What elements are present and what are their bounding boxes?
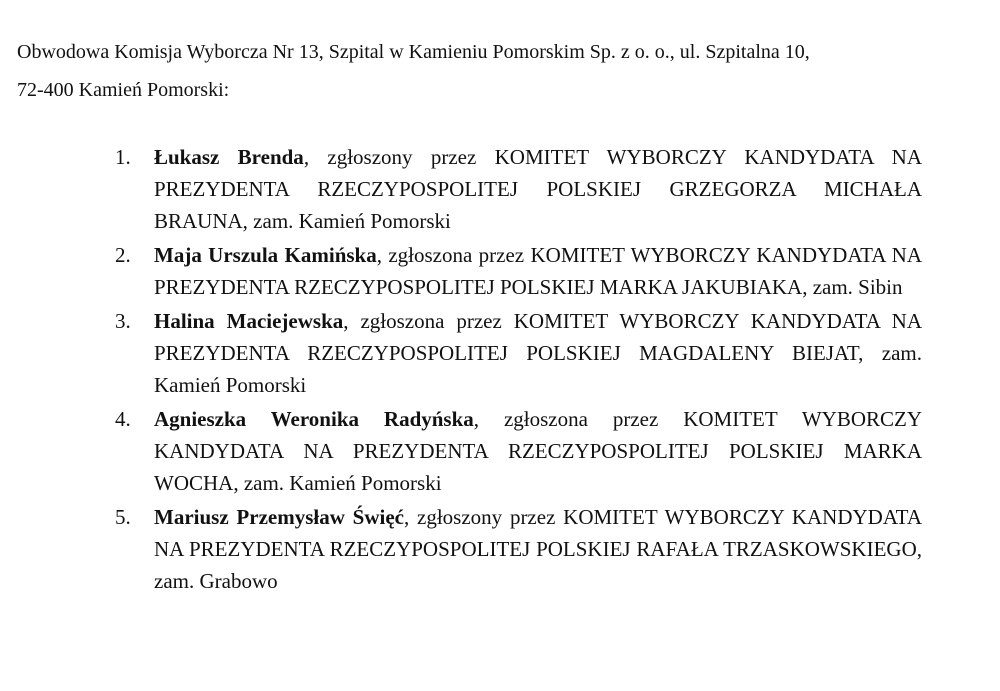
member-name: Mariusz Przemysław Święć [154, 505, 404, 529]
member-name: Agnieszka Weronika Radyńska [154, 407, 474, 431]
item-number: 3. [115, 309, 131, 333]
item-number: 2. [115, 243, 131, 267]
heading-line-2: 72-400 Kamień Pomorski: [17, 79, 230, 101]
member-name: Łukasz Brenda [154, 145, 304, 169]
member-details: , zgłoszony przez KOMITET WYBORCZY KANDYDATA NA PREZYDENTA RZECZYPOSPOLITEJ POLSKIEJ RAFAŁA TRZASKOWSKIEGO, zam. Grabowo [154, 505, 922, 593]
member-details: , zgłoszona przez KOMITET WYBORCZY KANDYDATA NA PREZYDENTA RZECZYPOSPOLITEJ POLSKIEJ MARKA WOCHA, zam. Kamień Pomorski [154, 407, 923, 495]
list-item [17, 141, 976, 237]
members-list [17, 141, 976, 597]
member-name: Halina Maciejewska [154, 309, 344, 333]
member-details: , zgłoszony przez KOMITET WYBORCZY KANDYDATA NA PREZYDENTA RZECZYPOSPOLITEJ POLSKIEJ GRZEGORZA MICHAŁA BRAUNA, zam. Kamień Pomorski [154, 145, 922, 233]
list-item [17, 239, 976, 303]
item-number: 1. [115, 145, 131, 169]
commission-heading [17, 33, 976, 109]
member-name: Maja Urszula Kamińska [154, 243, 377, 267]
item-number: 5. [115, 505, 131, 529]
list-item [17, 403, 976, 499]
member-details: , zgłoszona przez KOMITET WYBORCZY KANDYDATA NA PREZYDENTA RZECZYPOSPOLITEJ POLSKIEJ MAGDALENY BIEJAT, zam. Kamień Pomorski [154, 309, 923, 397]
list-item [17, 501, 976, 597]
heading-line-1: Obwodowa Komisja Wyborcza Nr 13, Szpital w Kamieniu Pomorskim Sp. z o. o., ul. Szpitalna 10, [17, 41, 810, 63]
member-details: , zgłoszona przez KOMITET WYBORCZY KANDYDATA NA PREZYDENTA RZECZYPOSPOLITEJ POLSKIEJ MARKA JAKUBIAKA, zam. Sibin [154, 243, 922, 299]
list-item [17, 305, 976, 401]
item-number: 4. [115, 407, 131, 431]
